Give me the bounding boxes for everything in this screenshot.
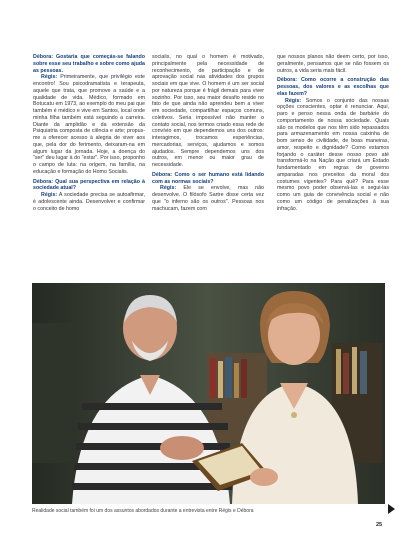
photo-caption: Realidade social também foi um dos assuntos abordados durante a entrevista entre Régis e Débora — [32, 508, 254, 514]
answer-3 — [152, 185, 264, 212]
text-column-2 — [152, 54, 264, 212]
speaker-label: Régis: — [41, 74, 58, 81]
speaker-label: Régis: — [160, 185, 177, 192]
question-2: Débora: Qual sua perspectiva em relação à sociedade atual? — [33, 178, 145, 192]
next-page-arrow-icon[interactable] — [388, 504, 395, 514]
interview-photo — [32, 283, 385, 504]
text-column-3 — [277, 54, 389, 212]
paragraph: que nossos planos não deem certo, por isso, geralmente, pensamos que se não fossem os outros, a vida seria mais fácil. — [277, 54, 389, 74]
speaker-label: Régis: — [285, 97, 302, 104]
answer-text: Primeiramente, que privilégio este encontro! Sou psicodramatista e terapeuta, aquele que trata, que promove a saúde e a qualidade de vida. Médico, formado em Botucatu em 1973, ao exemplo do meu pai que também é médico e vive em Santos, local onde minha filha também está seguindo a carreira. Diante da amplidão e da extensão da Psiquiatria composta de ciência e arte; propus-me a oferecer acesso à alegria de viver aos que, pela dor do ferimento, deixaram-na em algum lugar da jornada. Hoje, a doença do "ser" deu lugar à do "estar". Por isso, proponho o campo de luta: na origem, na família, na educação e formação do Homo Socialis. — [33, 74, 145, 175]
page-number: 25 — [376, 522, 383, 528]
answer-1 — [33, 74, 145, 175]
speaker-label: Régis: — [41, 192, 58, 198]
text-column-1 — [33, 54, 145, 212]
answer-text: Ele se envolve, mas não desenvolve. O filósofo Sartre disse certa vez que "o inferno são os outros". Pessoas nos machucam, fazem com — [152, 185, 264, 212]
answer-text: A sociedade precisa se autoafirmar, é adolescente ainda. Desenvolver e confirmar o conceito de homo — [33, 192, 145, 212]
paragraph: socialis, no qual o homem é motivado, principalmente pela necessidade de reconhecimento, de participação e de aprovação social nas atividades dos grupos sociais em que vive. O homem é um ser social por natureza porque é frágil demais para viver sozinho. Por isso, seu maior desafio reside no fato de que ainda não aprendeu bem a viver em sociedade, compartilhar espaços comuns, coletivos. Seria impossível não manter o contato social, nos termos criado essa rede de convívio em que dependemos uns dos outros: interagimos, trocamos experiências, mercadorias, serviços, ajudamos e somos ajudados. Sempre dependemos uns dos outros, em menor ou maior grau de necessidade. — [152, 54, 264, 168]
answer-4 — [277, 98, 389, 213]
answer-2 — [33, 192, 145, 212]
answer-text: Somos o conjunto das nossas opções conscientes, optar é renunciar. Aqui, paro e penso nessa onda de barbárie do comportamento de nossa sociedade. Quais são os modelos que nos têm sido repassados para armazenamento em nossa caixinha de bom senso de civilidade, de boas maneiras, amor, respeito e dignidade? Como estamos forjando o caráter desse nosso povo até transformá-lo na Nação que criará um Estado fundamentado em regras de governo amparadas nos preceitos da moral dos costumes vigentes? Para quê? Para esse mesmo povo poder observá-las e segui-las como um guia de convivência social e não como um código de penalizações à sua infração. — [277, 97, 389, 212]
photo-illustration — [32, 283, 385, 504]
question-4: Débora: Como ocorre a construção das pessoas, dos valores e as escolhas que elas fazem? — [277, 77, 389, 97]
question-1: Débora: Gostaria que começás-se falando sobre esse seu trabalho e sobre como ajuda as pessoas. — [33, 54, 145, 74]
question-3: Débora: Como o ser humano está lidando com as normas sociais? — [152, 171, 264, 185]
